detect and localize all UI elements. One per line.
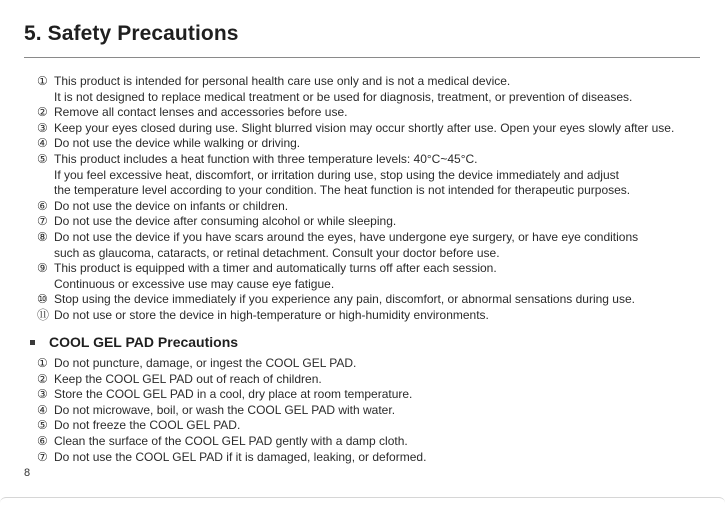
- precaution-item: [37, 121, 697, 137]
- precaution-item: [37, 230, 697, 261]
- item-text-line: Do not microwave, boil, or wash the COOL GEL PAD with water.: [54, 402, 396, 417]
- item-number: ⑥: [37, 433, 48, 448]
- item-number: ⑪: [37, 307, 50, 322]
- item-text-line: Keep the COOL GEL PAD out of reach of children.: [54, 371, 322, 386]
- item-text: [54, 105, 697, 121]
- precaution-item: [37, 105, 697, 121]
- item-number: ②: [37, 105, 48, 120]
- item-text-line: Keep your eyes closed during use. Slight blurred vision may occur shortly after use. Open your eyes slowly after use.: [54, 120, 675, 135]
- item-text-line: the temperature level according to your condition. The heat function is not intended for therapeutic purposes.: [54, 183, 631, 198]
- item-number: ①: [37, 356, 48, 370]
- precaution-item: [37, 74, 697, 105]
- section-title: 5. Safety Precautions: [24, 22, 239, 45]
- gel-pad-precaution-item: [37, 418, 697, 434]
- item-number: ④: [37, 136, 48, 151]
- item-text: [54, 372, 697, 388]
- precaution-item: [37, 152, 697, 199]
- item-text: [54, 292, 697, 308]
- item-text-line: Clean the surface of the COOL GEL PAD gently with a damp cloth.: [54, 433, 408, 448]
- precaution-item: [37, 292, 697, 308]
- gel-pad-subheading: [30, 334, 238, 350]
- item-number: ④: [37, 402, 48, 417]
- item-text-line: Remove all contact lenses and accessories before use.: [54, 105, 348, 120]
- item-text: [54, 387, 697, 403]
- precaution-item: [37, 199, 697, 215]
- gel-pad-precautions-list: [37, 356, 697, 465]
- item-text-line: Do not use the device while walking or driving.: [54, 136, 301, 151]
- item-number: ⑦: [37, 214, 48, 229]
- item-text: [54, 136, 697, 152]
- item-number: ①: [37, 74, 48, 88]
- item-text-line: Do not use the device on infants or children.: [54, 198, 289, 213]
- item-text: [54, 418, 697, 434]
- item-number: ⑩: [37, 292, 48, 307]
- item-text: [54, 74, 697, 105]
- item-number: ③: [37, 387, 48, 402]
- item-text-line: This product is intended for personal health care use only and is not a medical device.: [54, 74, 511, 88]
- precaution-item: [37, 214, 697, 230]
- item-number: ⑨: [37, 261, 48, 276]
- item-text-line: Store the COOL GEL PAD in a cool, dry place at room temperature.: [54, 387, 413, 402]
- item-text: [54, 261, 697, 292]
- item-number: ②: [37, 371, 48, 386]
- item-text-line: If you feel excessive heat, discomfort, or irritation during use, stop using the device immediately and adjust: [54, 167, 619, 182]
- item-text-line: such as glaucoma, cataracts, or retinal detachment. Consult your doctor before use.: [54, 245, 500, 260]
- gel-pad-precaution-item: [37, 387, 697, 403]
- precaution-item: [37, 308, 697, 324]
- item-text: [54, 214, 697, 230]
- item-text: [54, 450, 697, 466]
- item-text: [54, 434, 697, 450]
- item-text: [54, 121, 697, 137]
- gel-pad-precaution-item: [37, 372, 697, 388]
- square-bullet-icon: [30, 340, 35, 345]
- item-text-line: Do not puncture, damage, or ingest the COOL GEL PAD.: [54, 356, 357, 370]
- gel-pad-precaution-item: [37, 356, 697, 372]
- item-text-line: Do not use or store the device in high-temperature or high-humidity environments.: [54, 307, 489, 322]
- item-text: [54, 199, 697, 215]
- item-number: ③: [37, 120, 48, 135]
- item-number: ⑤: [37, 151, 48, 166]
- item-text: [54, 308, 697, 324]
- item-text: [54, 356, 697, 372]
- item-text-line: Do not freeze the COOL GEL PAD.: [54, 418, 241, 433]
- item-number: ⑤: [37, 418, 48, 433]
- item-text-line: This product is equipped with a timer and automatically turns off after each session.: [54, 261, 497, 276]
- safety-precautions-list: [37, 74, 697, 324]
- gel-pad-precaution-item: [37, 434, 697, 450]
- item-text: [54, 403, 697, 419]
- precaution-item: [37, 136, 697, 152]
- item-text-line: Stop using the device immediately if you experience any pain, discomfort, or abnormal sensations during use.: [54, 292, 635, 307]
- item-text-line: Do not use the COOL GEL PAD if it is damaged, leaking, or deformed.: [54, 449, 427, 464]
- item-number: ⑦: [37, 449, 48, 464]
- item-text-line: Do not use the device if you have scars around the eyes, have undergone eye surgery, or have eye conditions: [54, 229, 639, 244]
- gel-pad-precaution-item: [37, 450, 697, 466]
- item-text-line: Do not use the device after consuming alcohol or while sleeping.: [54, 214, 397, 229]
- gel-pad-precaution-item: [37, 403, 697, 419]
- page-number: 8: [24, 467, 31, 479]
- precaution-item: [37, 261, 697, 292]
- item-text: [54, 230, 697, 261]
- item-number: ⑥: [37, 198, 48, 213]
- item-text-line: Continuous or excessive use may cause eye fatigue.: [54, 276, 335, 291]
- item-text-line: It is not designed to replace medical treatment or be used for diagnosis, treatment, or prevention of diseases.: [54, 89, 633, 104]
- item-text: [54, 152, 697, 199]
- item-text-line: This product includes a heat function with three temperature levels: 40°C~45°C.: [54, 151, 478, 166]
- title-divider: [24, 57, 700, 58]
- item-number: ⑧: [37, 229, 48, 244]
- gel-pad-heading: COOL GEL PAD Precautions: [49, 334, 239, 350]
